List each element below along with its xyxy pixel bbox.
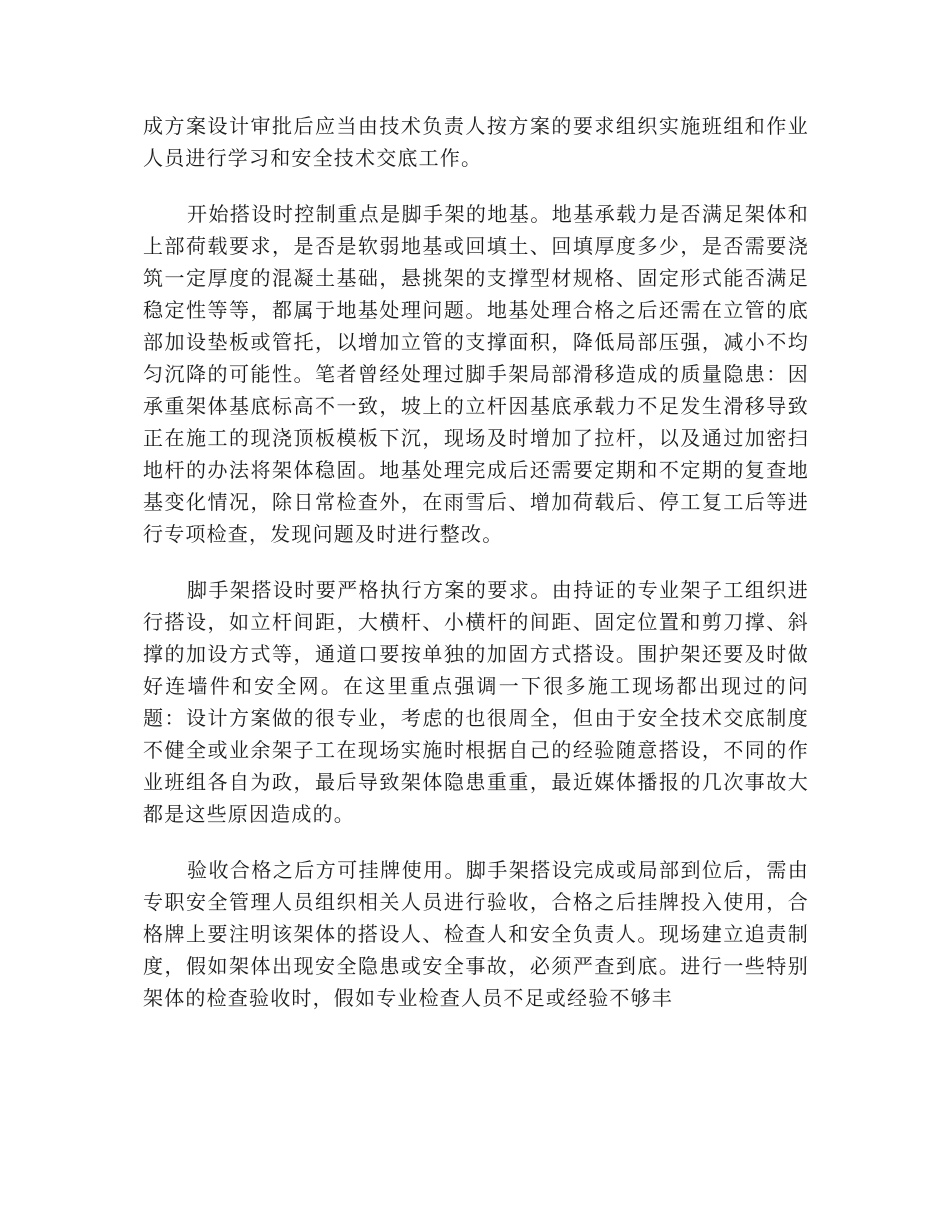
paragraph-4: 验收合格之后方可挂牌使用。脚手架搭设完成或局部到位后，需由专职安全管理人员组织相关人员进行验收，合格之后挂牌投入使用，合格牌上要注明该架体的搭设人、检查人和安全负责人。现场建立追责制度，假如架体出现安全隐患或安全事故，必须严查到底。进行一些特别架体的检查验收时，假如专业检查人员不足或经验不够丰 (143, 858, 809, 1010)
paragraph-1: 成方案设计审批后应当由技术负责人按方案的要求组织实施班组和作业人员进行学习和安全技术交底工作。 (143, 114, 809, 170)
paragraph-2: 开始搭设时控制重点是脚手架的地基。地基承载力是否满足架体和上部荷载要求，是否是软弱地基或回填土、回填厚度多少，是否需要浇筑一定厚度的混凝土基础，悬挑架的支撑型材规格、固定形式能否满足稳定性等等，都属于地基处理问题。地基处理合格之后还需在立管的底部加设垫板或管托，以增加立管的支撑面积，降低局部压强，减小不均匀沉降的可能性。笔者曾经处理过脚手架局部滑移造成的质量隐患：因承重架体基底标高不一致，坡上的立杆因基底承载力不足发生滑移导致正在施工的现浇顶板模板下沉，现场及时增加了拉杆，以及通过加密扫地杆的办法将架体稳固。地基处理完成后还需要定期和不定期的复查地基变化情况，除日常检查外，在雨雪后、增加荷载后、停工复工后等进行专项检查，发现问题及时进行整改。 (143, 202, 809, 546)
document-body (143, 110, 809, 1038)
paragraph-3: 脚手架搭设时要严格执行方案的要求。由持证的专业架子工组织进行搭设，如立杆间距，大横杆、小横杆的间距、固定位置和剪刀撑、斜撑的加设方式等，通道口要按单独的加固方式搭设。围护架还要及时做好连墙件和安全网。在这里重点强调一下很多施工现场都出现过的问题：设计方案做的很专业，考虑的也很周全，但由于安全技术交底制度不健全或业余架子工在现场实施时根据自己的经验随意搭设，不同的作业班组各自为政，最后导致架体隐患重重，最近媒体播报的几次事故大都是这些原因造成的。 (143, 578, 809, 826)
